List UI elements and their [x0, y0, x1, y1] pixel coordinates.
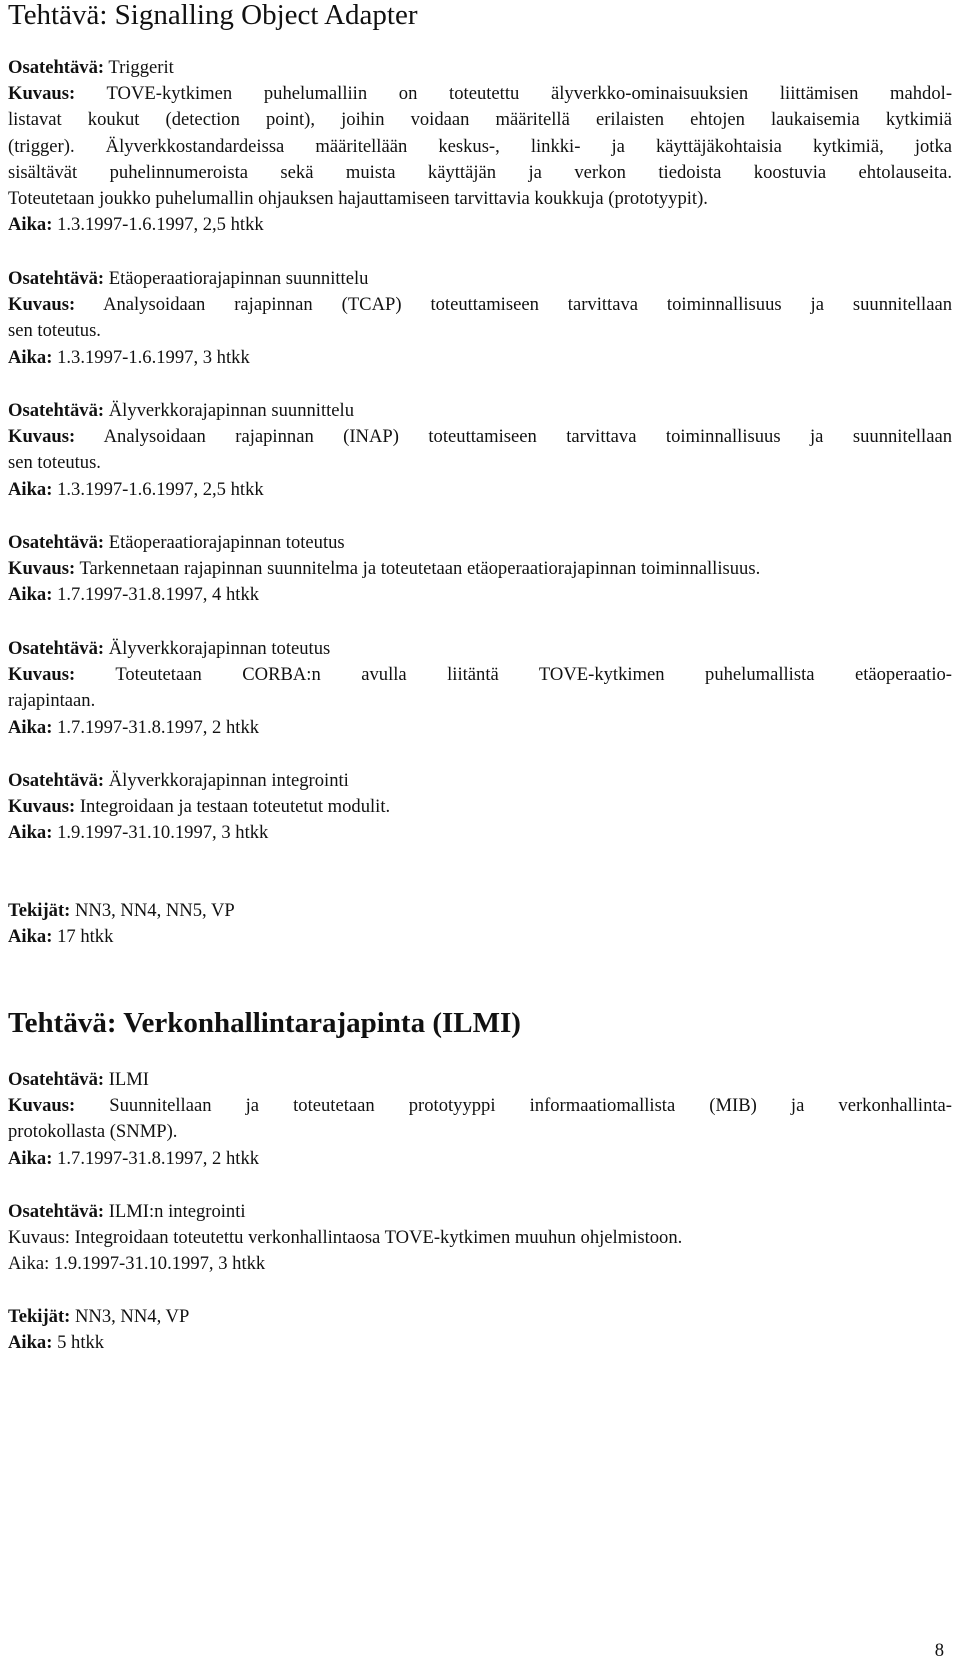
time-line: Aika: 1.7.1997-31.8.1997, 2 htkk [8, 716, 260, 738]
subtask-alyverkkorajapinnan-suunnittelu [8, 398, 952, 503]
subtask-name: Älyverkkorajapinnan suunnittelu [108, 400, 354, 421]
subtask-name: Älyverkkorajapinnan integrointi [108, 770, 349, 791]
subtask-heading: Osatehtävä: Älyverkkorajapinnan suunnittelu [8, 400, 354, 421]
total-time-line: Aika: 5 htkk [8, 1332, 105, 1354]
authors-line [8, 898, 952, 924]
time-line: Aika: 1.7.1997-31.8.1997, 4 htkk [8, 584, 260, 606]
description-line: Kuvaus: Analysoidaan rajapinnan (TCAP) toteuttamiseen tarvittava toiminnallisuus ja suunnitellaan [8, 294, 953, 316]
task-summary [8, 898, 952, 950]
description-line: protokollasta (SNMP). [8, 1121, 178, 1143]
subtask-ilmi [8, 1067, 952, 1172]
page-number: 8 [934, 1640, 944, 1661]
time-value: 1.7.1997-31.8.1997, 2 htkk [57, 1147, 260, 1169]
subtask-name: Triggerit [108, 57, 174, 78]
description-line: rajapintaan. [8, 690, 96, 712]
description-line: sen toteutus. [8, 320, 101, 342]
description-line: Kuvaus: Suunnitellaan ja toteutetaan prototyyppi informaatiomallista (MIB) ja verkonhallinta- [8, 1095, 952, 1117]
subtask-name: Etäoperaatiorajapinnan suunnittelu [108, 268, 369, 289]
time-line: Aika: 1.3.1997-1.6.1997, 2,5 htkk [8, 478, 264, 500]
description-line: Kuvaus: Integroidaan ja testaan toteutetut modulit. [8, 796, 391, 818]
time-value: 1.9.1997-31.10.1997, 3 htkk [57, 822, 269, 844]
time-line [8, 212, 952, 238]
subtask-heading: Osatehtävä: Älyverkkorajapinnan toteutus [8, 638, 331, 659]
subtask-label: Osatehtävä: [8, 57, 105, 78]
subtask-name: ILMI [108, 1069, 149, 1090]
description-line: sisältävät puhelinnumeroista sekä muista käyttäjän ja verkon tiedoista koostuvia ehtolauseita. [8, 161, 952, 183]
total-time-value: 17 htkk [57, 926, 114, 948]
description-line: (trigger). Älyverkkostandardeissa määritellään keskus-, linkki- ja käyttäjäkohtaisia kytkimiä, jotka [8, 135, 952, 157]
time-value: 1.3.1997-1.6.1997, 2,5 htkk [57, 478, 264, 500]
time-line: Aika: 1.3.1997-1.6.1997, 3 htkk [8, 346, 250, 368]
task-title-signalling-object-adapter: Tehtävä: Signalling Object Adapter [8, 0, 418, 31]
subtask-alyverkkorajapinnan-toteutus [8, 636, 952, 741]
task-title-verkonhallintarajapinta: Tehtävä: Verkonhallintarajapinta (ILMI) [8, 1007, 521, 1039]
time-value: 1.7.1997-31.8.1997, 2 htkk [57, 716, 260, 738]
authors-line: Tekijät: NN3, NN4, VP [8, 1306, 190, 1327]
description-line: Kuvaus: Tarkennetaan rajapinnan suunnitelma ja toteutetaan etäoperaatiorajapinnan toiminnallisuus. [8, 558, 761, 580]
subtask-name: Etäoperaatiorajapinnan toteutus [108, 532, 345, 553]
time-line: Aika: 1.9.1997-31.10.1997, 3 htkk [8, 1253, 266, 1275]
total-time-line: Aika: 17 htkk [8, 926, 114, 948]
subtask-etaoperaatiorajapinnan-toteutus [8, 530, 952, 609]
authors-value: NN3, NN4, VP [74, 1306, 190, 1327]
description-line: Kuvaus: Analysoidaan rajapinnan (INAP) toteuttamiseen tarvittava toiminnallisuus ja suunnitellaan [8, 426, 953, 448]
time-label: Aika: [8, 214, 53, 236]
subtask-triggerit [8, 55, 952, 238]
subtask-name: Älyverkkorajapinnan toteutus [108, 638, 331, 659]
description-line: listavat koukut (detection point), joihin voidaan määritellä erilaisten ehtojen laukaisemia kytkimiä [8, 109, 952, 131]
time-line: Aika: 1.7.1997-31.8.1997, 2 htkk [8, 1147, 260, 1169]
time-value: 1.3.1997-1.6.1997, 2,5 htkk [57, 214, 264, 236]
description-line: Toteutetaan joukko puhelumallin ohjauksen hajauttamiseen tarvittavia koukkuja (prototyypit). [8, 188, 708, 210]
subtask-name: ILMI:n integrointi [108, 1201, 246, 1222]
description-line: Kuvaus: TOVE-kytkimen puhelumalliin on toteutettu älyverkko-ominaisuuksien liittämisen mahdol- [8, 83, 953, 105]
time-value: 1.9.1997-31.10.1997, 3 htkk [53, 1253, 266, 1275]
subtask-alyverkkorajapinnan-integrointi [8, 768, 952, 847]
task-summary [8, 1304, 952, 1356]
total-time-value: 5 htkk [57, 1332, 105, 1354]
subtask-heading: Osatehtävä: Älyverkkorajapinnan integrointi [8, 770, 349, 791]
description-line: Kuvaus: Toteutetaan CORBA:n avulla liitäntä TOVE-kytkimen puhelumallista etäoperaatio- [8, 664, 953, 686]
subtask-ilmi-integrointi [8, 1199, 952, 1278]
subtask-etaoperaatiorajapinnan-suunnittelu [8, 266, 952, 371]
description-line: Kuvaus: Integroidaan toteutettu verkonhallintaosa TOVE-kytkimen muuhun ohjelmistoon. [8, 1227, 683, 1249]
time-value: 1.3.1997-1.6.1997, 3 htkk [57, 346, 250, 368]
subtask-heading: Osatehtävä: Etäoperaatiorajapinnan suunnittelu [8, 268, 369, 289]
description-label: Kuvaus: [8, 83, 76, 105]
time-line: Aika: 1.9.1997-31.10.1997, 3 htkk [8, 822, 269, 844]
subtask-heading: Osatehtävä: Etäoperaatiorajapinnan toteutus [8, 532, 345, 553]
authors-value: NN3, NN4, NN5, VP [74, 900, 235, 921]
authors-label: Tekijät: [8, 900, 71, 921]
time-value: 1.7.1997-31.8.1997, 4 htkk [57, 584, 260, 606]
subtask-heading [8, 55, 952, 81]
subtask-heading: Osatehtävä: ILMI [8, 1069, 149, 1090]
subtask-heading: Osatehtävä: ILMI:n integrointi [8, 1201, 246, 1222]
description-line: sen toteutus. [8, 452, 101, 474]
